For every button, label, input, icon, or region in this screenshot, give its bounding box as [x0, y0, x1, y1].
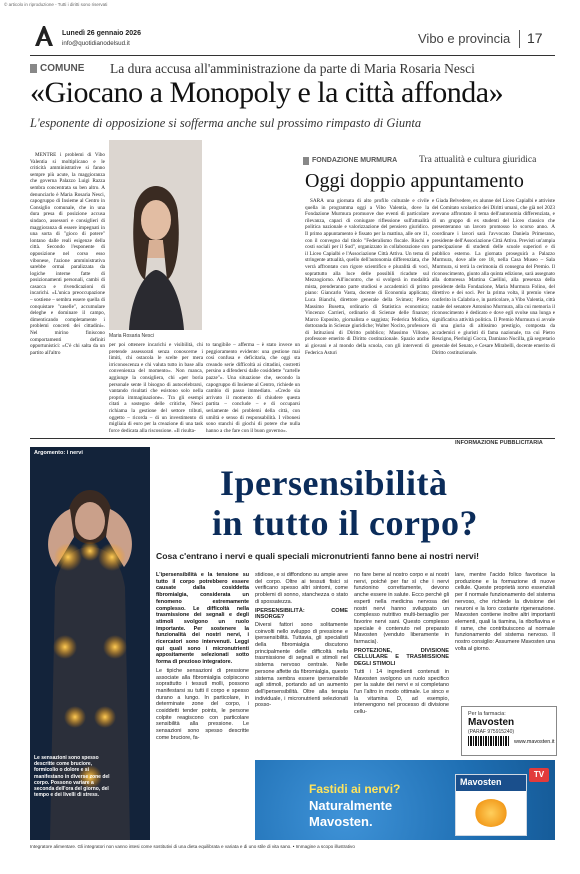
ad-headline-line2: in tutto il corpo? [212, 503, 478, 543]
section-name: Vibo e provincia [418, 31, 511, 46]
banner-line1: Fastidi ai nervi? [309, 782, 401, 796]
banner-line3: Mavosten. [309, 814, 373, 829]
pharmacy-brand: Mavosten [468, 717, 515, 728]
second-article-col1 [305, 198, 429, 434]
ad-banner [255, 760, 555, 840]
ad-pharmacy-box [461, 706, 557, 756]
second-headline: Oggi doppio appuntamento [305, 170, 524, 192]
barcode [468, 736, 510, 746]
contact-email: info@quotidianodelsud.it [62, 40, 130, 47]
ad-col3 [354, 572, 449, 754]
banner-line2: Naturalmente [309, 798, 393, 813]
second-kicker-marker [303, 157, 309, 165]
main-article-text: per poi ottenere incarichi e visibilità, chi pretende assessorati senza conoscerne i limiti, chi ostacola le scelte per mera irriconoscenza e chi valuta tutto in base alla convenienza del momento». Non manca, aggiunge la consigliera, chi «per boria personale sente il bisogno di autocelebrarsi, vantando risultati che esistono solo nella propria immaginazione». Tra gli esempi citati a sostegno delle critiche, Nesci richiama la gestione del settore tributi, oggetto – ricorda – di un investimento di migliaia di euro per la creazione di una task force dedicata alla riscossione. «Il risulta- [109, 342, 203, 434]
publication-logo [33, 24, 55, 48]
author-photo [109, 140, 202, 330]
ad-col3-top: no fare bene al nostro corpo e ai nostri nervi, poiché per far sì che i nervi funzionino correttamente, devono anche essere in salute. Ecco perché gli esperti nella medicina nervosa dei nostri nervi hanno sviluppato un complesso nutritivo multi-bersaglio per favorire nervi sani. Questo complesso speciale è contenuto nel preparato Mavosten (venduto liberamente in farmacia). [354, 572, 449, 646]
ad-col1-body: Le tipiche sensazioni di pressione associate alla fibromialgia colpiscono soprattutto i tessuti molli, possono manifestarsi su tutti il corpo e spesso durano a lungo. In particolare, in determinate zone del corpo, i cosiddetti tender points, le persone colpite reagiscono con particolare sensibilità alla pressione. Le sensazioni sono spesso descritte come bruciore, fa- [156, 667, 249, 741]
pack-brand: Mavosten [460, 777, 502, 787]
header-rule [30, 55, 555, 56]
main-article-col2 [109, 342, 203, 434]
ad-argomento: Argomento: i nervi [34, 450, 83, 456]
main-article-col1 [30, 152, 105, 434]
main-article-text: MENTRE i problemi di Vibo Valentia si moltiplicano e le criticità amministrative si fanno sempre più acute, la maggioranza che governa Palazzo Luigi Razza sembra concentrata su ben altro. A denunciarlo è Maria Rosaria Nesci, capogruppo di Insieme al Centro in Consiglio comunale, che in una dura presa di posizione accusa sindaco, assessori e consiglieri di maggioranza di essere impegnati in una sorta di "gioco di potere" lontano dalle reali esigenze della città. Secondo l'esponente di opposizione nel corso esso vibonese, l'azione amministrativa sarebbe ormai paralizzata da logiche interne fatte di posizionamenti personali, cambi di casacca e rivendicazioni di incarichi. «L'unica preoccupazione – sostiene – sembra essere quella di conquistare "caselle", accumulare deleghe e dominare il campo, dimenticando completamente i problemi concreti dei cittadini». Nel mirino finiscono comportamenti definiti opportunistici: «C'è chi salta da un partito all'altro [30, 152, 105, 356]
second-article-text: SARÀ una giornata di alto profilo culturale e civile quella in programma oggi a Vibo Valentia, dove la Fondazione Murmura promuove due eventi di particolare rilevanza, capaci di coniugare riflessione sull'attualità politica nazionale e valorizzazione del pensiero giuridico. Il primo appuntamento è fissato per la mattina, alle ore 11, con il convegno dal titolo "Federalismo fiscale. Rischi e costi sociali per il Sud", organizzato in collaborazione con il Liceo Capialbi e l'Associazione Città Attiva. Un tema di stringente attualità, quello dell'autonomia differenziata, che verrà affrontato con rigore scientifico e pluralità di voci, soprattutto alla luce delle possibili ricadute sul Mezzogiorno. All'incontro, che si svolgerà in modalità mista, prenderanno parte studiosi e accademici di primo piano: Giancarlo Vasta, docente di Economia applicata; Luca Bianchi, direttore generale della Svimez; Pietro Massimo Busetta, ordinario di Statistica economica; Vincenzo Carrieri, ordinario di Scienze delle finanze; Marco Esposito, giornalista e saggista; Federica Mollica, dottoranda in Scienze giuridiche; Walter Nocito, professore di Istituzioni di Diritto pubblico; Massimo Villone, professore emerito di Diritto costituzionale. Spazio anche ai giovani e al mondo della scuola, con gli interventi di Federica Asturi [305, 198, 429, 356]
ad-top-rule [30, 438, 555, 439]
page-number: 17 [527, 30, 543, 46]
ad-headline-line1: Ipersensibilità [220, 463, 448, 503]
ad-col4 [455, 572, 555, 692]
pharmacy-label: Per la farmacia: [468, 711, 506, 717]
second-article-text: e Giada Belvedere, ex alunne del Liceo Capialbi e attiviste del Comitato scolastico dei Diritti umani, che già nel 2023 avevano affrontato il tema dell'autonomia differenziata, e di un gruppo di ex studenti del Liceo classico che presenteranno un lavoro promosso lo scorso anno. A coordinare i lavori sarà l'avvocato Daniela Primerano, presidente dell'Associazione Città Attiva. Previsti un'ampia partecipazione di studenti delle scuole superiori e di pubblico esterno. La giornata proseguirà a Palazzo Murmura, dove alle ore 18, nella Casa Museo – Sala Murmura, si terrà la cerimonia di consegna del Premio. Il riconoscimento, giunto alla quinta edizione, sarà assegnato alla dottoressa Martina Caellini, alla presenza della presidente della Fondazione, Maria Murmura Folino, del direttivo e dei soci. Per la prima volta, il premio viene conferito in Calabria e, in particolare, a Vibo Valentia, città natale del senatore Antonino Murmura, alla cui memoria il riconoscimento è dedicato e dove egli svolse una lunga e significativa attività politica. Il Premio Murmura si avvale di una giuria di altissimo prestigio, composta da accademici e giuristi di fama nazionale, tra cui Pietro Rescigno, Pierluigi Cocca, Damiano Nocilla, già segretario generale del Senato, e Cesare Mirabelli, docente emerito di Diritto costituzionale. [432, 198, 555, 356]
ad-footnote: Integratore alimentare. Gli integratori non vanno intesi come sostitutivi di una dieta equilibrata e variata e di uno stile di vita sano. • Immagine a scopo illustrativo [30, 844, 355, 849]
main-article-text: to tangibile – afferma – è stato invece un peggioramento evidente: una gestione mai così confusa e deficitaria, che oggi sta creando serie difficoltà ai cittadini, costretti persino a difendersi dalle cosiddette "cartelle pazze"». Una situazione che, secondo la capogruppo di Insieme al Centro, richiede un cambio di passo immediato. «Credo sia arrivato il momento di chiudere questa partita – conclude – e di occuparsi seriamente dei problemi della città, con umiltà e senso di responsabilità. I vibonesi sono stanchi di giochi di potere che nulla hanno a che fare con il buon governo». [206, 342, 300, 434]
ad-image-caption: Le sensazioni sono spesso descritte come bruciore, formicolio o dolore e si manifestano in diverse zone del corpo. Possono variare a seconda dell'ora del giorno, del tempo e dei livelli di stress. [34, 755, 110, 799]
ad-col3-heading: PROTEZIONE, DIVISIONE CELLULARE E TRASMISSIONE DEGLI STIMOLI [354, 647, 449, 668]
main-article-col3 [206, 342, 300, 434]
top-note: © articolo in riproduzione - Tutti i diritti sono riservati [4, 2, 108, 7]
ad-col1 [156, 572, 249, 838]
pack-art [474, 799, 508, 827]
kicker-marker [30, 64, 37, 73]
ad-col2 [255, 572, 348, 754]
ad-lead: L'ipersensibilità e la tensione su tutto il corpo potrebbero essere causate dalla cosiddetta fibromialgia, considerata un fenomeno estremamente complesso. Le difficoltà nella trasmissione dei segnali e degli stimoli svolgono un ruolo importante. Per sostenere la funzionalità dei nostri nervi, i ricercatori sono intervenuti. Leggi qui quali sono i micronutrienti appositamente selezionati sotto forma di prezioso integratore. [156, 572, 249, 666]
kicker-text: La dura accusa all'amministrazione da parte di Maria Rosaria Nesci [110, 61, 475, 76]
ad-col2-top: stidiose, e si diffondono su ampie aree del corpo. Oltre ai tessuti fisici si verificano spesso altri sintomi, come problemi di sonno, stanchezza o stato di spossatezza. [255, 572, 348, 605]
section-divider [519, 30, 520, 48]
product-pack [455, 774, 527, 836]
second-article-col2 [432, 198, 555, 434]
photo-caption: Maria Rosaria Nesci [109, 333, 155, 339]
issue-date: Lunedì 26 gennaio 2026 [62, 30, 141, 37]
ad-tag: INFORMAZIONE PUBBLICITARIA [455, 440, 543, 446]
ad-col3-body: Tutti i 14 ingredienti contenuti in Mavosten svolgono un ruolo specifico per la salute dei nervi e si completano l'un l'altro in modo ottimale. Le sinco e la vitamina D, ad esempio, intervengono nel processo di divisione cellu- [354, 668, 449, 716]
kicker-label: COMUNE [40, 63, 85, 74]
tv-badge: TV [529, 768, 549, 782]
ad-col2-body: Diversi fattori sono solitamente coinvolti nello sviluppo di pressione e ipersensibilità. Tuttavia, gli specialisti della fibromialgia discutono principalmente delle difficoltà nella trasmissione di segnali e stimoli nel sistema nervoso centrale. Nelle persone affette da fibromialgia, questo sistema sembra essere ipersensibile agli stimoli, portando ad un aumento dell'ipersensibilità. Oltre alla terapia individuale, i micronutrienti selezionati posso- [255, 621, 348, 709]
ad-subtitle: Cosa c'entrano i nervi e quali speciali micronutrienti fanno bene ai nostri nervi! [156, 551, 479, 561]
second-kicker-text: Tra attualità e cultura giuridica [419, 155, 537, 165]
main-subheadline: L'esponente di opposizione si sofferma anche sul prossimo rimpasto di Giunta [30, 116, 422, 130]
pharmacy-paraf: (PARAF 975915240) [468, 729, 515, 735]
ad-col4-body: lare, mentre l'acido folico favorisce la produzione e la formazione di nuove cellule. Queste proprietà sono essenziali per il normale funzionamento del sistema nervoso, che richiede la divisione dei neuroni e la loro costante rigenerazione. Mavosten contiene inoltre altri importanti elementi, quali la tiamina, la riboflavina e il rame, che contribuiscono al normale funzionamento del sistema nervoso. Il nostro consiglio: Assumere Mavosten una volta al giorno. [455, 572, 555, 652]
ad-website: www.mavosten.it [514, 739, 555, 745]
second-kicker-label: FONDAZIONE MURMURA [312, 157, 398, 164]
ad-col2-heading: IPERSENSIBILITÀ: COME INSORGE? [255, 607, 348, 621]
main-headline: «Giocano a Monopoly e la città affonda» [30, 76, 504, 109]
